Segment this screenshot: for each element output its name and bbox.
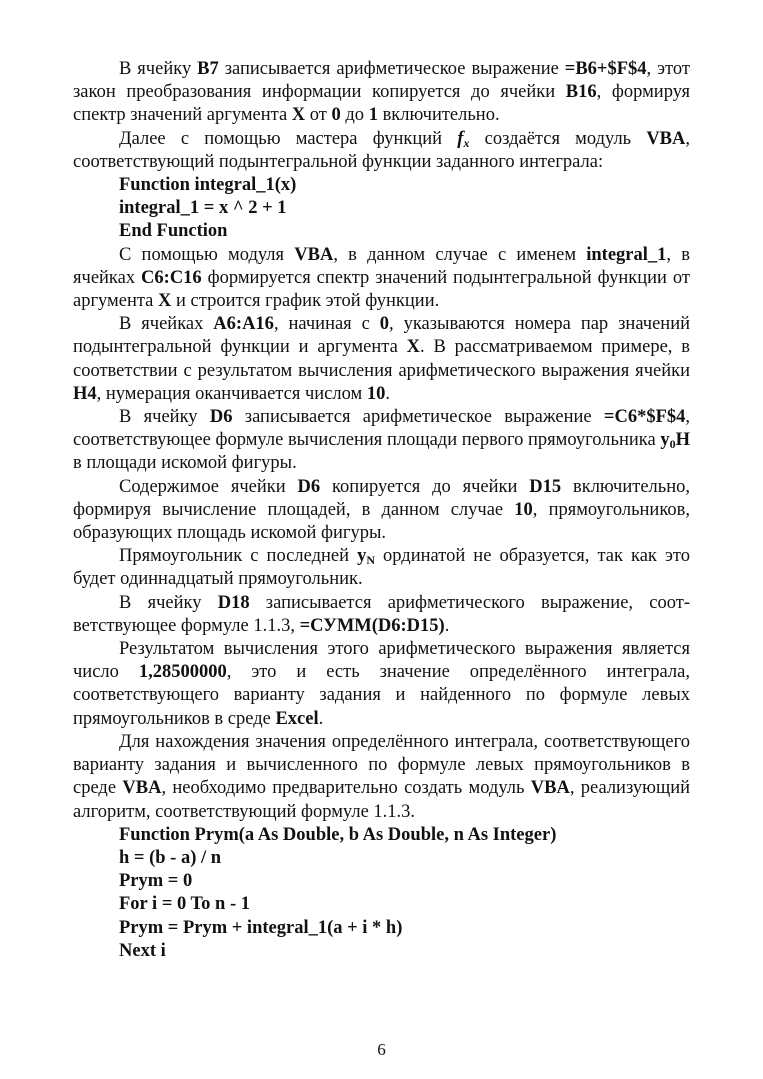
text-run: В ячейку — [119, 592, 218, 613]
intro-paragraphs — [73, 58, 690, 174]
text-run: Прямоугольник с последней — [119, 546, 358, 567]
bold-term: D6 — [297, 476, 321, 497]
text-run: , необходимо предварительно создать модуль — [161, 778, 531, 799]
text-run: , прямоугольников, образующих площадь искомой фигуры. — [73, 499, 690, 544]
text-run: Для нахождения значения определённого интеграла, соответствующего варианту задания и вычисленного по формуле левых прямоугольников в среде — [73, 731, 690, 799]
paragraph — [73, 128, 690, 174]
page-number: 6 — [377, 1040, 386, 1059]
bold-term: 1,28500000 — [138, 662, 227, 683]
text-run: копируется до ячейки — [320, 476, 530, 497]
text-run: , это и есть значение определённого интеграла, соответствующего варианту задания и найденного по формуле левых прямоугольников в среде — [73, 662, 690, 729]
text-run: записывается арифметическое выражение — [218, 59, 565, 79]
body-paragraphs — [73, 244, 690, 824]
code-line: Next i — [119, 940, 166, 961]
bold-term: 0 — [669, 437, 676, 452]
bold-term: B16 — [565, 82, 597, 103]
bold-term: y — [357, 546, 367, 567]
code-line: Function integral_1(x) — [119, 175, 297, 196]
text-run: записывается арифметическое выражение — [232, 407, 604, 428]
bold-term: D6 — [209, 407, 233, 428]
paragraph — [73, 731, 690, 824]
code-line: Prym = Prym + integral_1(a + i * h) — [119, 917, 403, 938]
bold-term: X — [291, 105, 306, 126]
bold-term: 0 — [331, 105, 341, 126]
paragraph — [73, 313, 690, 406]
bold-term: 10 — [514, 499, 533, 520]
code-line: For i = 0 To n - 1 — [119, 894, 250, 915]
text-run: Содержимое ячейки — [119, 476, 298, 497]
text-run: формируется спектр значений подынтегральной функции от аргумента — [73, 267, 690, 312]
text-run: , начиная с — [273, 314, 380, 335]
paragraph — [73, 638, 690, 731]
text-run: включительно. — [377, 105, 500, 126]
bold-term: D18 — [217, 592, 250, 613]
paragraph — [73, 476, 690, 546]
code-block-integral — [73, 174, 690, 244]
bold-term: VBA — [294, 244, 334, 265]
bold-term: X — [158, 291, 172, 312]
bold-term: H4 — [73, 383, 97, 404]
text-run: , нумерация оканчивается числом — [96, 383, 367, 404]
bold-term: B7 — [197, 59, 219, 79]
bold-term: A6:A16 — [213, 314, 274, 335]
bold-term: y — [660, 430, 670, 451]
code-line: Function Prym(a As Double, b As Double, n As Integer) — [119, 824, 557, 845]
bold-term: H — [675, 430, 690, 451]
bold-term: x — [463, 135, 470, 150]
bold-term: =B6+$F$4 — [564, 59, 647, 79]
text-run: . — [444, 615, 450, 636]
text-run: и строится график этой функции. — [171, 291, 440, 312]
text-run: В ячейку — [119, 59, 198, 79]
code-line: integral_1 = x ^ 2 + 1 — [119, 198, 287, 219]
text-run: записывается арифметического выражение, соответствующее формуле 1.1.3, — [73, 592, 690, 636]
text-run: . В рассматриваемом примере, в соответствии с результатом вычисления арифметического выражения ячейки — [73, 337, 691, 381]
code-line: Prym = 0 — [119, 871, 193, 892]
text-run: , соответствующий подынтегральной функции заданного интеграла: — [73, 128, 690, 172]
text-run: , формируя спектр значений аргумента — [73, 82, 690, 126]
bold-term: 0 — [379, 314, 390, 335]
text-run: , этот закон преобразования информации копируется до ячейки — [73, 59, 690, 103]
text-run: в площади искомой фигуры. — [73, 453, 297, 474]
text-run: В ячейках — [119, 314, 214, 335]
bold-term: 10 — [366, 383, 386, 404]
text-run: до — [340, 105, 369, 126]
page-body — [73, 58, 690, 963]
paragraph — [73, 545, 690, 591]
text-run: , реализующий алгоритм, соответствующий формуле 1.1.3. — [73, 778, 690, 822]
text-run: , соответствующее формуле вычисления площади первого прямоугольника — [73, 407, 690, 451]
code-line: h = (b - a) / n — [119, 847, 222, 868]
text-run: ординатой не образуется, так как это будет одиннадцатый прямоугольник. — [73, 546, 691, 590]
paragraph — [73, 406, 690, 476]
bold-term: C6:C16 — [141, 267, 202, 288]
text-run: , указываются номера пар значений подынтегральной функции и аргумента — [73, 314, 691, 358]
code-line: End Function — [119, 221, 228, 242]
bold-term: 1 — [368, 105, 378, 126]
text-run: создаётся модуль — [469, 128, 647, 149]
text-run: . — [385, 383, 390, 404]
bold-term: D15 — [529, 476, 562, 497]
bold-term: VBA — [530, 778, 570, 799]
bold-term: =C6*$F$4 — [603, 407, 686, 428]
bold-term: VBA — [646, 128, 686, 149]
text-run: С помощью модуля — [119, 244, 295, 265]
text-run: , в ячейках — [73, 244, 690, 288]
text-run: Результатом вычисления этого арифметического выражения является число — [73, 639, 690, 683]
bold-term: N — [366, 553, 375, 568]
bold-term: integral_1 — [586, 244, 667, 265]
bold-term: f — [457, 128, 464, 149]
bold-term: =СУММ(D6:D15) — [299, 615, 445, 636]
text-run: Далее с помощью мастера функций — [119, 128, 458, 149]
text-run: . — [318, 708, 324, 729]
bold-term: VBA — [122, 778, 162, 799]
paragraph — [73, 592, 690, 638]
bold-term: Excel — [275, 708, 319, 729]
paragraph — [73, 58, 690, 128]
text-run: , в данном случае с именем — [333, 244, 587, 265]
paragraph — [73, 244, 690, 314]
bold-term: X — [406, 337, 420, 358]
text-run: В ячейку — [119, 407, 210, 428]
text-run: включительно, формируя вычисление площадей, в данном случае — [73, 476, 690, 520]
text-run: от — [305, 105, 332, 126]
code-block-prym — [73, 824, 690, 963]
